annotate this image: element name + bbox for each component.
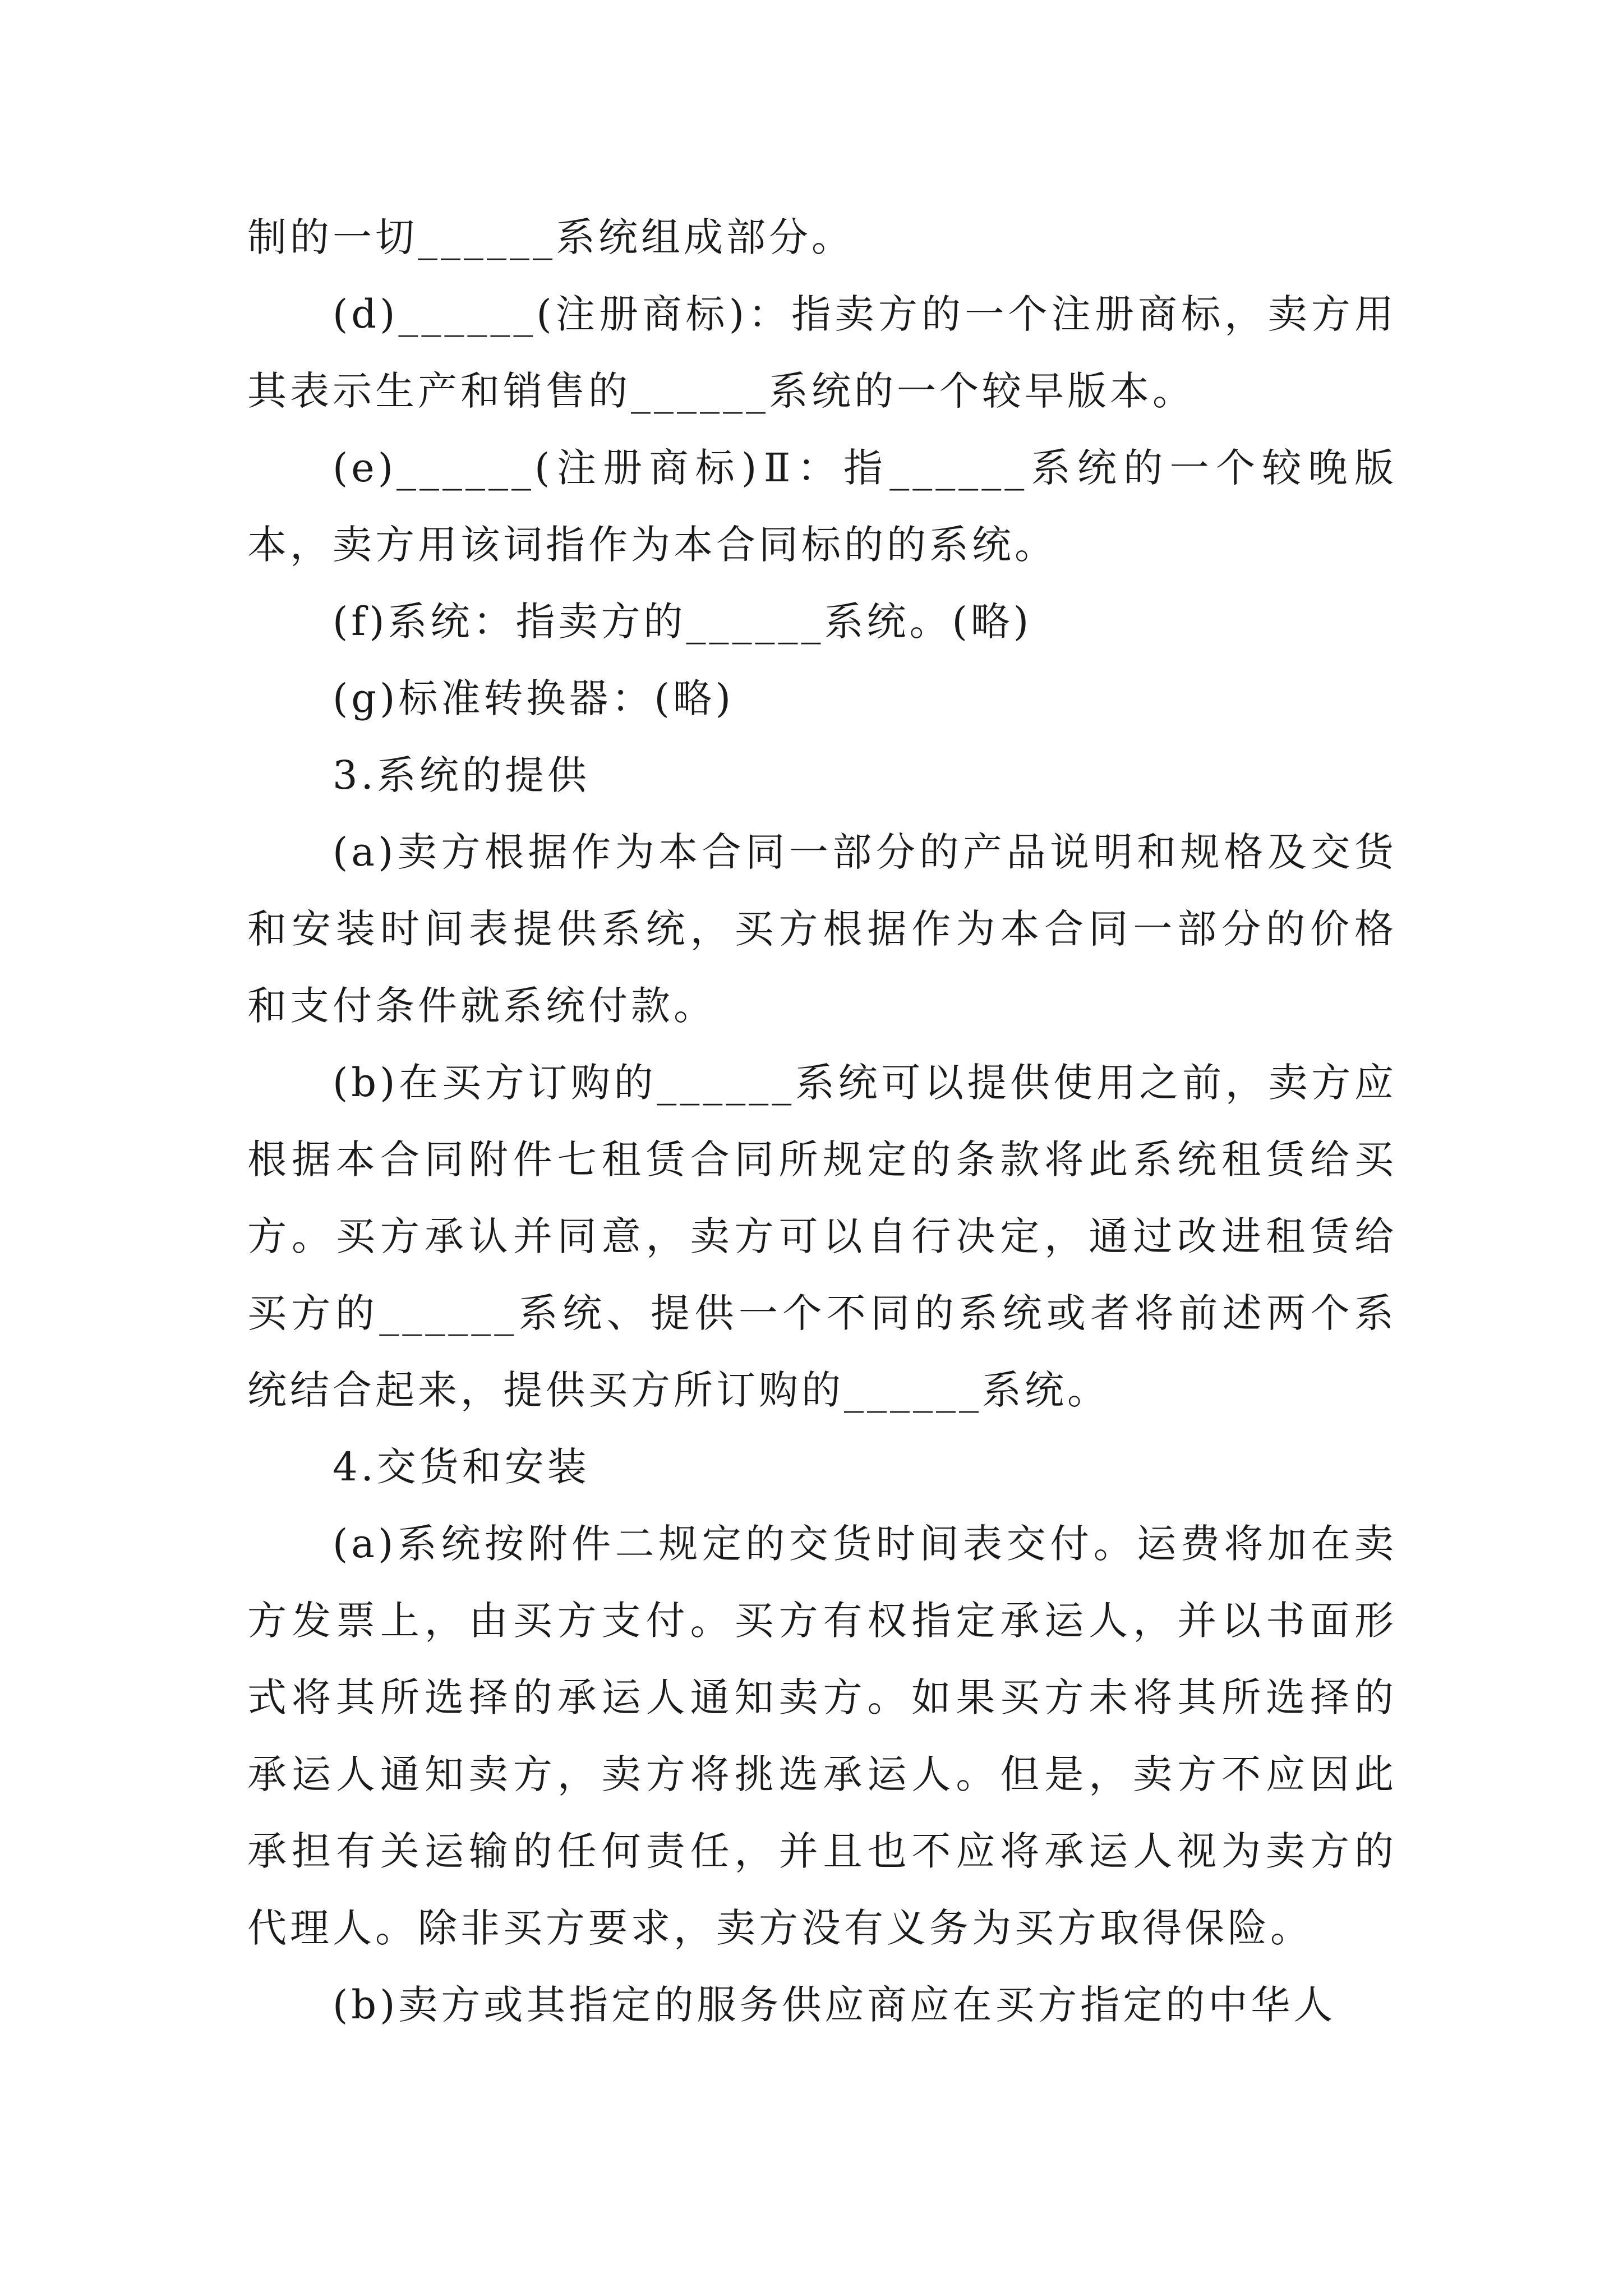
paragraph-definition-f: (f)系统：指卖方的______系统。(略) xyxy=(333,599,1032,645)
paragraph-4b: (b)卖方或其指定的服务供应商应在买方指定的中华人 xyxy=(333,1982,1336,2028)
paragraph-definition-g: (g)标准转换器：(略) xyxy=(333,675,735,721)
paragraph-4a: (a)系统按附件二规定的交货时间表交付。运费将加在卖方发票上，由买方支付。买方有权指定承运人，并以书面形式将其所选择的承运人通知卖方。如果买方未将其所选择的承运人通知卖方，卖方将挑选承运人。但是，卖方不应因此承担有关运输的任何责任，并且也不应将承运人视为卖方的代理人。除非买方要求，卖方没有义务为买方取得保险。 xyxy=(247,1521,1397,1951)
paragraph-3b: (b)在买方订购的______系统可以提供使用之前，卖方应根据本合同附件七租赁合同所规定的条款将此系统租赁给买方。买方承认并同意，卖方可以自行决定，通过改进租赁给买方的______系统、提供一个不同的系统或者将前述两个系统结合起来，提供买方所订购的______系统。 xyxy=(247,1060,1397,1413)
paragraph-3a: (a)卖方根据作为本合同一部分的产品说明和规格及交货和安装时间表提供系统，买方根据作为本合同一部分的价格和支付条件就系统付款。 xyxy=(247,829,1397,1029)
section-heading-4: 4.交货和安装 xyxy=(333,1444,590,1490)
paragraph-continued: 制的一切______系统组成部分。 xyxy=(247,214,854,260)
document-body xyxy=(247,199,1397,2044)
section-heading-3: 3.系统的提供 xyxy=(333,752,590,798)
paragraph-definition-e: (e)______(注册商标)Ⅱ：指______系统的一个较晚版本，卖方用该词指作为本合同标的的系统。 xyxy=(247,445,1397,568)
paragraph-definition-d: (d)______(注册商标)：指卖方的一个注册商标，卖方用其表示生产和销售的______系统的一个较早版本。 xyxy=(247,291,1397,414)
